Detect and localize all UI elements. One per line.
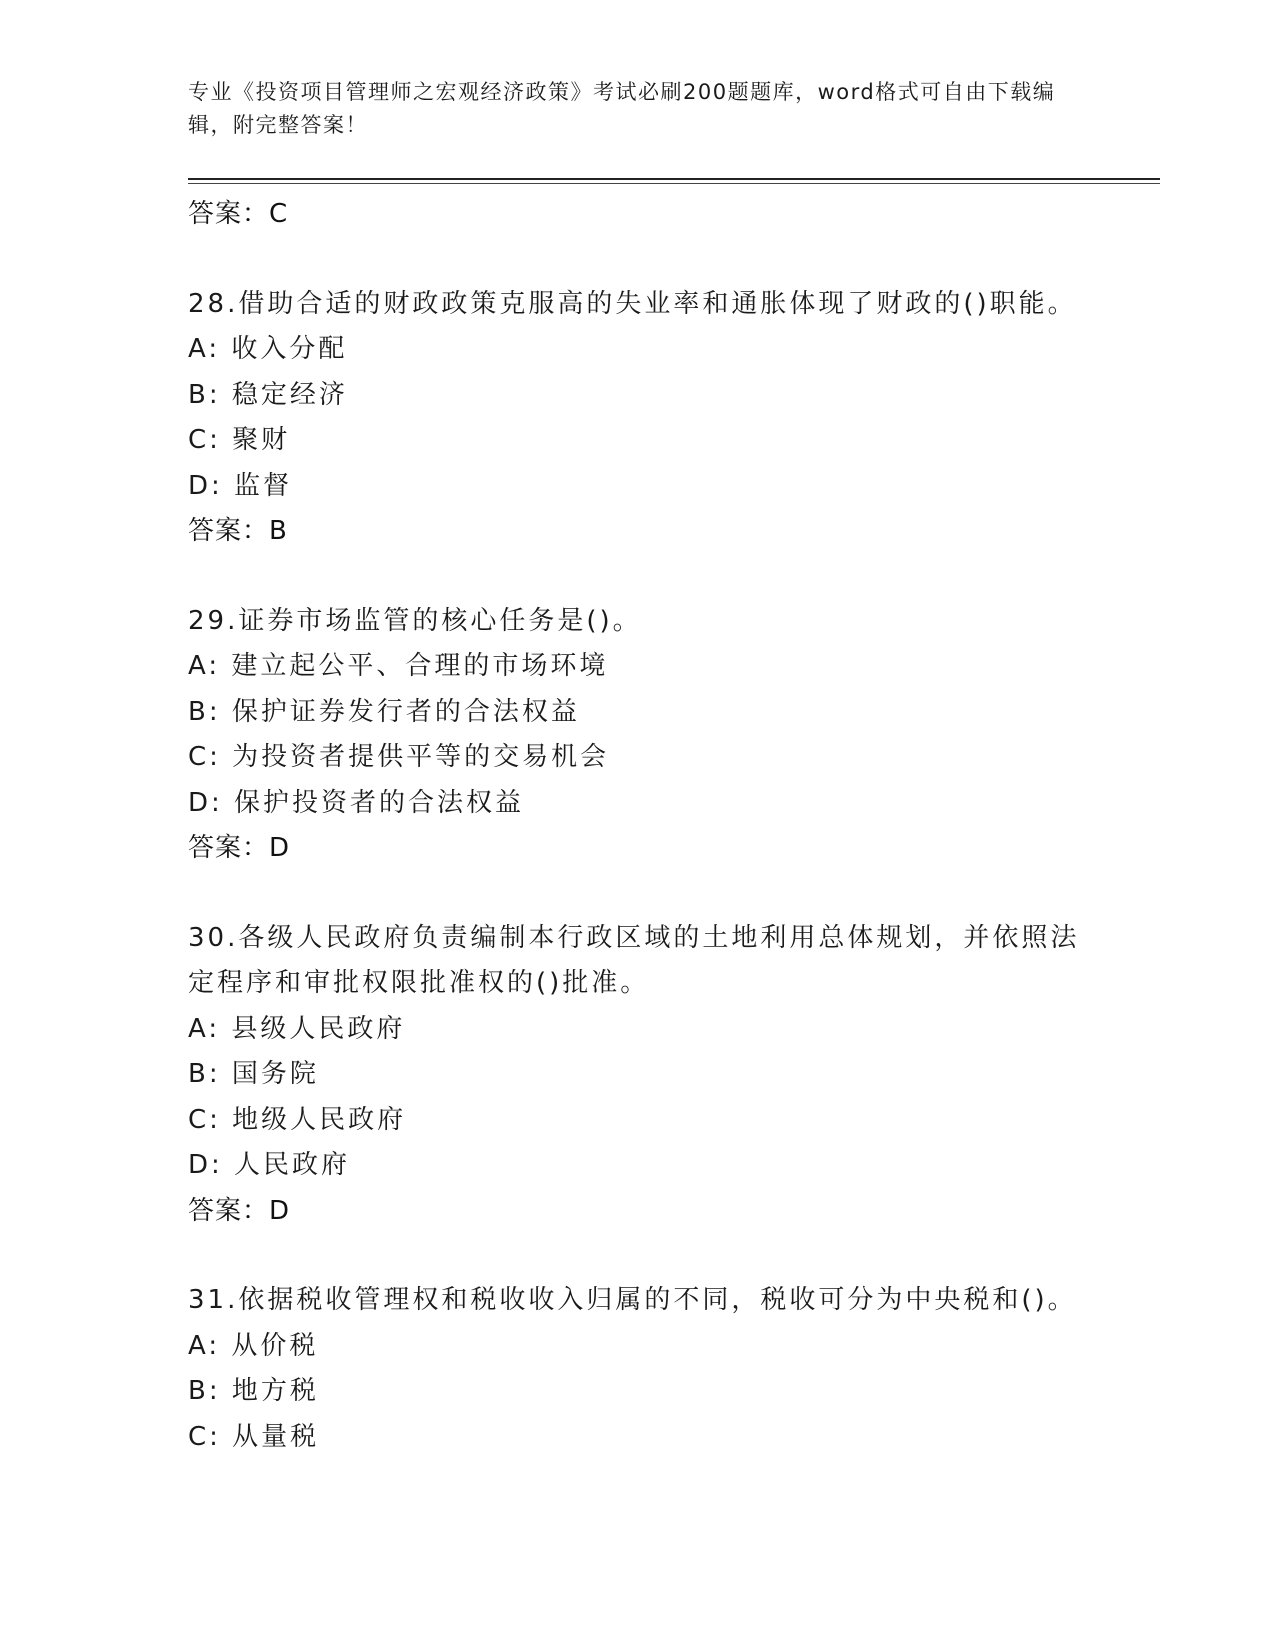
option-c: C: 聚财 — [188, 425, 291, 455]
option-b: B: 稳定经济 — [188, 379, 348, 410]
option-c: C: 从量税 — [188, 1421, 320, 1452]
option-d: D: 保护投资者的合法权益 — [188, 787, 525, 818]
option-c: C: 地级人民政府 — [188, 1104, 407, 1135]
answer-line: 答案：D — [188, 833, 291, 863]
header-divider-thin — [188, 183, 1160, 184]
question-30 — [188, 916, 1088, 1235]
option-a: A: 收入分配 — [188, 334, 348, 364]
option-b: B: 地方税 — [188, 1376, 319, 1406]
answer-line: 答案：B — [188, 516, 288, 546]
answer-line: 答案：D — [188, 1195, 291, 1226]
question-28 — [188, 282, 1088, 555]
option-d: D: 人民政府 — [188, 1150, 351, 1180]
option-c: C: 为投资者提供平等的交易机会 — [188, 742, 610, 772]
option-b: B: 保护证券发行者的合法权益 — [188, 696, 580, 727]
option-d: D: 监督 — [188, 470, 293, 501]
option-b: B: 国务院 — [188, 1059, 319, 1089]
document-header: 专业《投资项目管理师之宏观经济政策》考试必刷200题题库，word格式可自由下载编辑，附完整答案！ — [188, 80, 1056, 137]
question-stem-line-1: 30.各级人民政府负责编制本行政区域的土地利用总体规划，并依照法 — [188, 922, 1080, 953]
question-29 — [188, 599, 1088, 872]
question-stem: 31.依据税收管理权和税收收入归属的不同，税收可分为中央税和()。 — [188, 1285, 1077, 1315]
header-divider — [188, 178, 1160, 180]
question-stem: 28.借助合适的财政政策克服高的失业率和通胀体现了财政的()职能。 — [188, 288, 1077, 319]
question-list — [188, 192, 1088, 1460]
answer-line: 答案：C — [188, 199, 289, 229]
option-a: A: 从价税 — [188, 1330, 319, 1361]
question-31 — [188, 1278, 1088, 1460]
option-a: A: 县级人民政府 — [188, 1013, 406, 1044]
question-stem: 29.证券市场监管的核心任务是()。 — [188, 605, 642, 636]
option-a: A: 建立起公平、合理的市场环境 — [188, 651, 609, 681]
question-stem-line-2: 定程序和审批权限批准权的()批准。 — [188, 968, 650, 998]
